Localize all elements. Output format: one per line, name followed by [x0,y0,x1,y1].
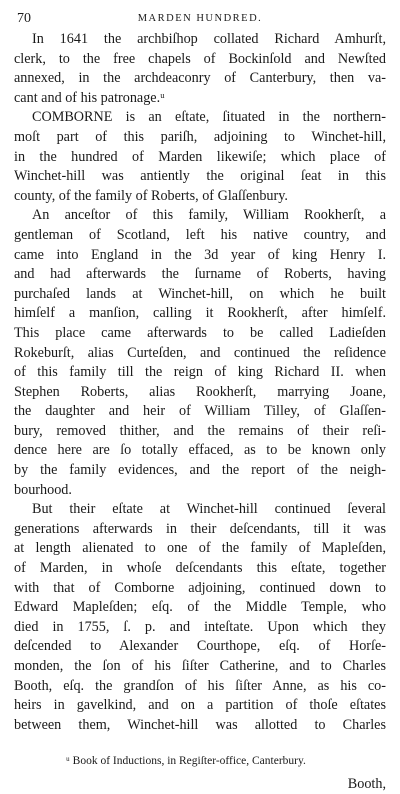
text-line: But their eſtate at Winchet-hill continued ſeveral [32,501,386,518]
text-line: Edward Mapleſden; eſq. of the Middle Temple, who [14,599,386,616]
text-line: In 1641 the archbiſhop collated Richard Amhurſt, [32,31,386,47]
text-line: and had afterwards the ſurname of Roberts, having [14,266,386,283]
text-line: himſelf a manſion, calling it Rookherſt, after himſelf. [14,305,386,322]
body-text [14,30,386,735]
text-line: clerk, to the free chapels of Bockinſold and Newſted [14,50,386,67]
catchword: Booth, [347,776,386,793]
text-line: deſcended to Alexander Courthope, eſq. of Horſe- [14,638,386,655]
text-line: Rokeburſt, alias Curteſden, and continued the reſidence [14,344,386,361]
text-line: of Marden, in whoſe deſcendants this eſtate, together [14,560,386,577]
text-line: moſt part of this pariſh, adjoining to Winchet-hill, [14,128,386,145]
text-line: This place came afterwards to be called Ladieſden [14,324,386,341]
text-line: Booth, eſq. the grandſon of his ſiſter Anne, as his co- [14,677,386,694]
text-line: gentleman of Scotland, left his native country, and [14,226,386,243]
text-line: Stephen Roberts, alias Rookherſt, marrying Joane, [14,383,386,400]
book-page [14,10,386,794]
text-line: cant and of his patronage.ᵘ [14,89,165,106]
text-line: between them, Winchet-hill was allotted to Charles [14,716,386,733]
text-line: heirs in gavelkind, and on a partition of thoſe eſtates [14,697,386,714]
text-line: died in 1755, ſ. p. and inteſtate. Upon which they [14,618,386,635]
text-line: monden, the ſon of his ſiſter Catherine, and to Charles [14,658,386,674]
running-title: MARDEN HUNDRED. [137,13,263,24]
text-line: bury, removed thither, and the remains of their reſi- [14,422,386,439]
text-line: at length alienated to one of the family of Mapleſden, [14,540,386,557]
text-line: in the hundred of Marden likewiſe; which place of [14,148,386,165]
text-line: of this family till the reign of king Richard II. when [14,364,386,381]
text-line: the daughter and heir of William Tilley, of Glaſſen- [14,403,386,420]
text-line: purchaſed lands at Winchet-hill, on which he built [14,285,386,302]
page-number: 70 [17,11,31,26]
text-line: with that of Comborne adjoining, continued down to [14,579,386,596]
text-line: bourhood. [14,481,72,498]
text-line: came into England in the 3d year of king Henry I. [14,246,386,263]
footnote: ᵘ Book of Inductions, in Regiſter-office, Canterbury. [66,755,306,768]
text-line: dence here are ſo totally effaced, as to be known only [14,442,386,459]
text-line: COMBORNE is an eſtate, ſituated in the northern- [32,109,386,126]
text-line: Winchet-hill was antiently the original ſeat in this [14,168,386,185]
text-line: by the family evidences, and the report of the neigh- [14,462,386,479]
text-line: generations afterwards in their deſcendants, till it was [14,520,386,537]
text-line: county, of the family of Roberts, of Glaſſenbury. [14,187,288,204]
running-head [14,10,386,30]
text-line: An anceſtor of this family, William Rookherſt, a [32,207,386,224]
text-line: annexed, in the archdeaconry of Canterbury, then va- [14,70,386,87]
